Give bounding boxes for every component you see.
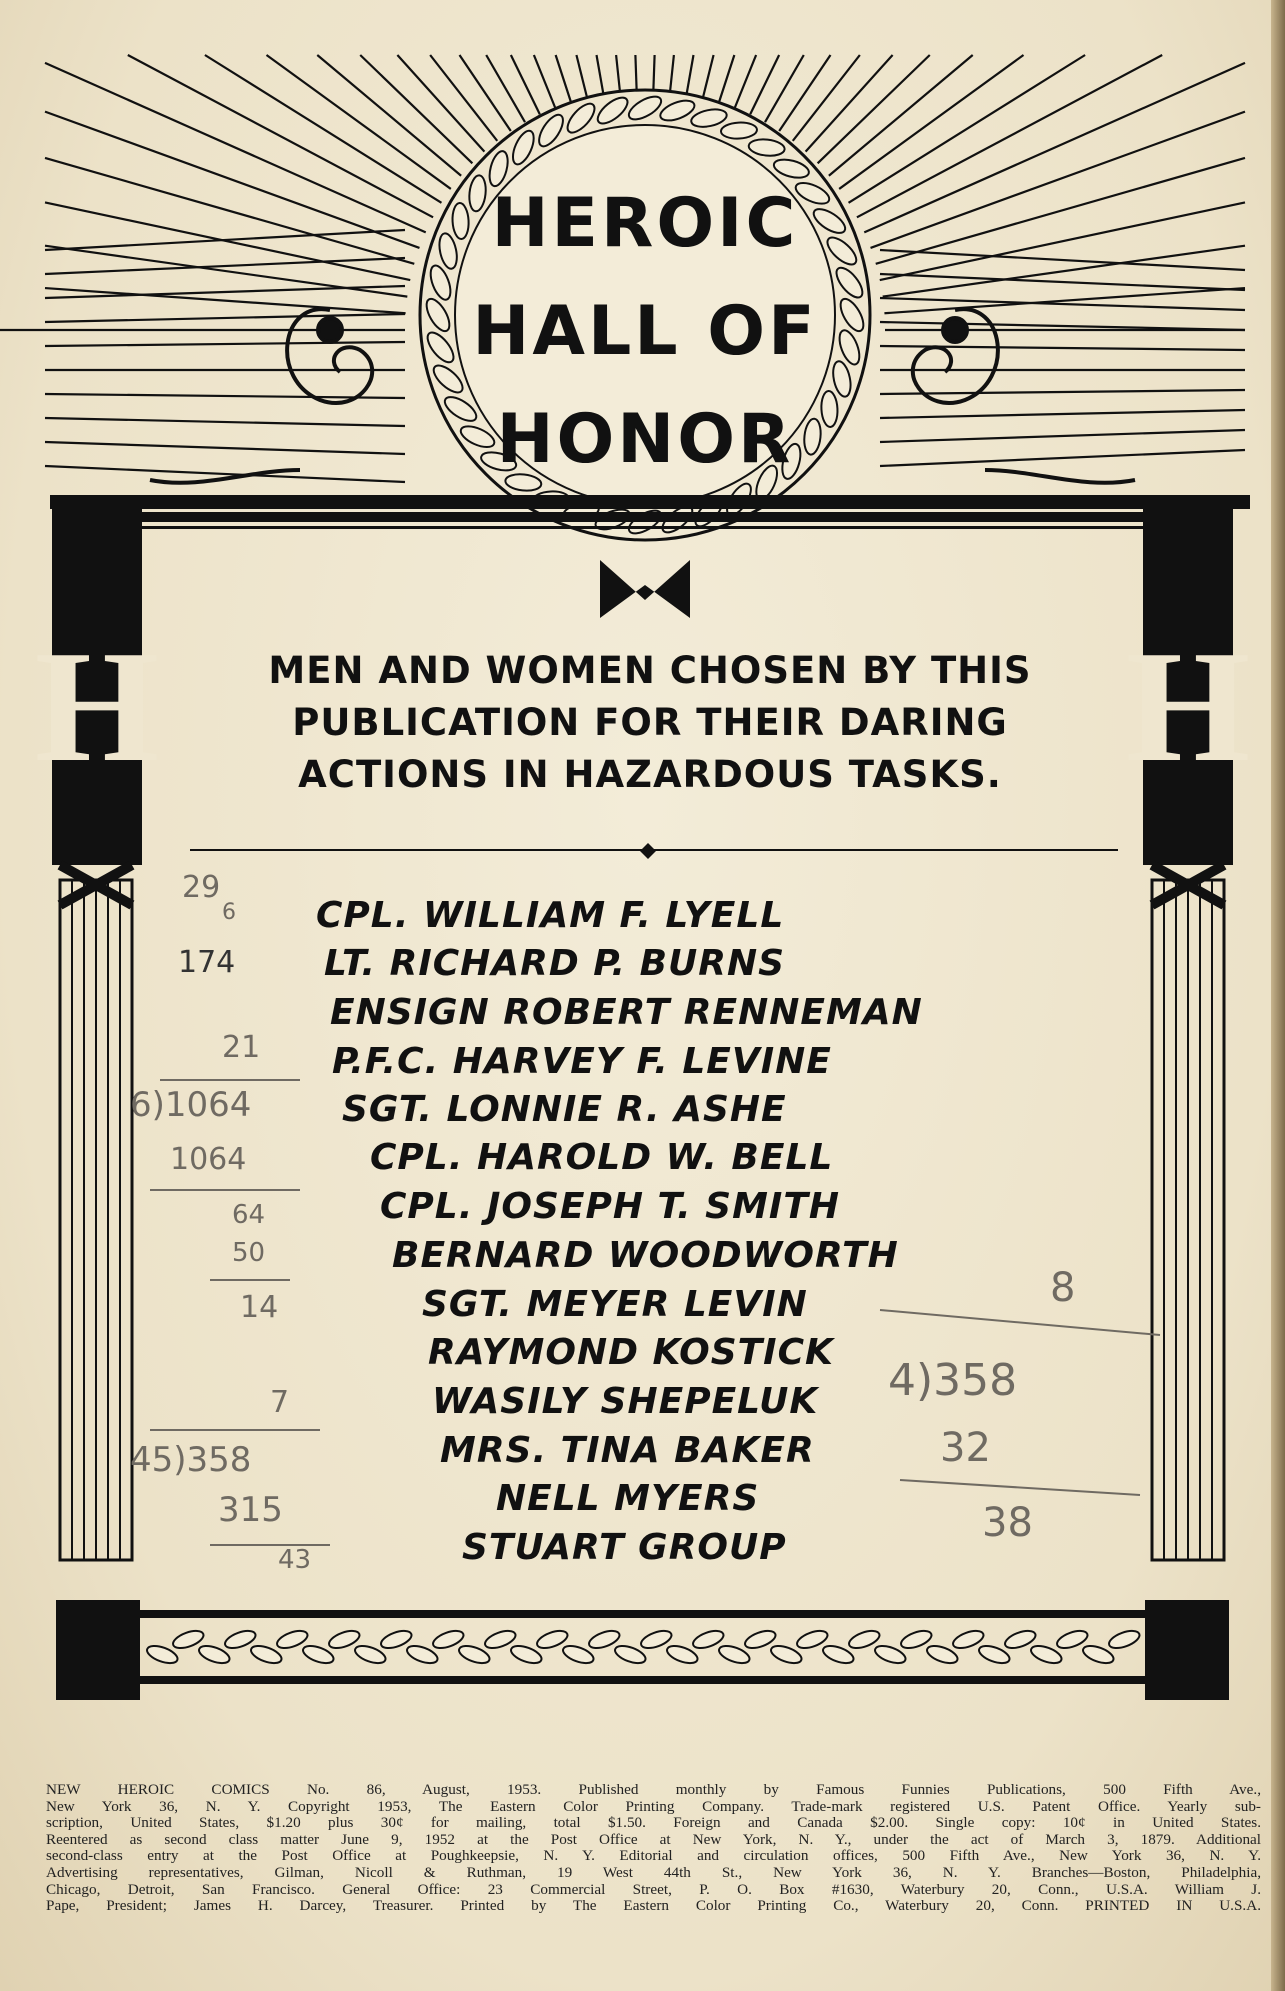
title-line-1: HEROIC bbox=[491, 184, 799, 263]
indicia-line: scription, United States, $1.20 plus 30¢ for mailing, total $1.50. Foreign and Canada $2.00. Single copy: 10¢ in United States. bbox=[46, 1814, 1261, 1832]
indicia-line: New York 36, N. Y. Copyright 1953, The Eastern Color Printing Company. Trade-mark registered U.S. Patent Office. Yearly sub- bbox=[46, 1797, 1261, 1815]
honoree-name: SGT. LONNIE R. ASHE bbox=[342, 1089, 787, 1130]
subtitle-line-1: MEN AND WOMEN CHOSEN BY THIS bbox=[268, 649, 1032, 692]
indicia-line: Advertising representatives, Gilman, Nicoll & Ruthman, 19 West 44th St., New York 36, N. Y. Branches—Boston, Philadelphia, bbox=[46, 1863, 1261, 1881]
honoree-name: WASILY SHEPELUK bbox=[432, 1381, 819, 1422]
honoree-name: CPL. WILLIAM F. LYELL bbox=[316, 895, 785, 936]
honoree-name: STUART GROUP bbox=[462, 1527, 787, 1568]
honoree-name: RAYMOND KOSTICK bbox=[428, 1332, 834, 1373]
honoree-name: P.F.C. HARVEY F. LEVINE bbox=[332, 1041, 832, 1082]
subtitle-line-2: PUBLICATION FOR THEIR DARING bbox=[292, 701, 1008, 744]
publication-indicia bbox=[46, 1782, 1261, 1915]
title-line-2: HALL OF bbox=[472, 292, 818, 371]
emblem-h-right: H bbox=[1125, 617, 1251, 795]
honoree-name: MRS. TINA BAKER bbox=[440, 1430, 815, 1471]
honoree-name: ENSIGN ROBERT RENNEMAN bbox=[330, 992, 923, 1033]
honoree-name: SGT. MEYER LEVIN bbox=[422, 1284, 808, 1325]
honoree-name: BERNARD WOODWORTH bbox=[392, 1235, 899, 1276]
indicia-line: Pape, President; James H. Darcey, Treasurer. Printed by The Eastern Color Printing Co., Waterbury 20, Conn. PRINTED IN U.S.A. bbox=[46, 1897, 1261, 1915]
title-line-3: HONOR bbox=[496, 400, 794, 479]
indicia-line: NEW HEROIC COMICS No. 86, August, 1953. Published monthly by Famous Funnies Publications, 500 Fifth Ave., bbox=[46, 1781, 1261, 1798]
honoree-name: CPL. HAROLD W. BELL bbox=[370, 1137, 834, 1178]
honoree-name: CPL. JOSEPH T. SMITH bbox=[380, 1186, 840, 1227]
indicia-line: Chicago, Detroit, San Francisco. General Office: 23 Commercial Street, P. O. Box #1630, Waterbury 20, Conn., U.S.A. William J. bbox=[46, 1880, 1261, 1898]
honoree-name: LT. RICHARD P. BURNS bbox=[324, 943, 786, 984]
indicia-line: second-class entry at the Post Office at Poughkeepsie, N. Y. Editorial and circulation offices, 500 Fifth Ave., New York 36, N. Y. bbox=[46, 1847, 1261, 1865]
subtitle-line-3: ACTIONS IN HAZARDOUS TASKS. bbox=[298, 753, 1002, 796]
emblem-h-left: H bbox=[34, 617, 160, 795]
indicia-line: Reentered as second class matter June 9, 1952 at the Post Office at New York, N. Y., under the act of March 3, 1879. Additional bbox=[46, 1830, 1261, 1848]
honoree-name: NELL MYERS bbox=[496, 1478, 760, 1519]
